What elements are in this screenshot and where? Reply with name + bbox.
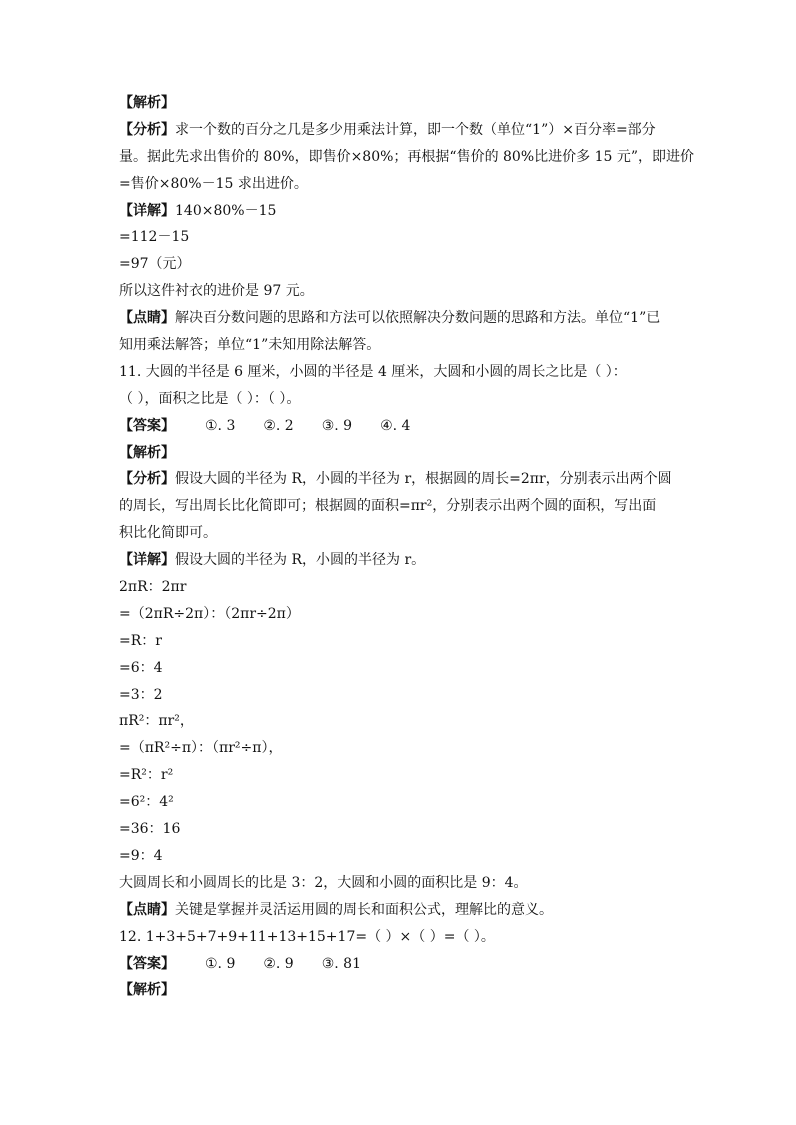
q11-question-line2: （ ），面积之比是（ ）：（ ）。 [119, 390, 301, 407]
q11-answer-line [119, 413, 689, 440]
q10-xiangjie-line2: =112－15 [119, 229, 190, 246]
document-page [119, 90, 695, 1004]
q11-step: πR²：πr²， [119, 713, 194, 730]
q11-answer-tag: 【答案】 [119, 417, 175, 434]
q10-xiangjie-tag: 【详解】 [119, 202, 175, 219]
q11-answer-2: ②. 2 [263, 417, 294, 434]
q11-answer-3: ③. 9 [321, 417, 353, 434]
q10-conclusion: 所以这件衬衣的进价是 97 元。 [119, 283, 314, 300]
q11-step: =6：4 [119, 659, 163, 676]
q12-question-line1: 12. 1+3+5+7+9+11+13+15+17=（ ）×（ ）=（ ）。 [119, 928, 495, 945]
q11-xiangjie-tag: 【详解】 [119, 552, 175, 569]
q11-xiangjie-text1: 假设大圆的半径为 R，小圆的半径为 r。 [175, 552, 426, 569]
q11-question-line1: 11. 大圆的半径是 6 厘米，小圆的半径是 4 厘米，大圆和小圆的周长之比是（ ）： [119, 363, 627, 380]
q11-conclusion: 大圆周长和小圆周长的比是 3：2，大圆和小圆的面积比是 9：4。 [119, 874, 528, 891]
q11-fenxi-line1 [119, 466, 689, 493]
q10-fenxi-tag: 【分析】 [119, 121, 175, 138]
q10-dianjing-text1: 解决百分数问题的思路和方法可以依照解决分数问题的思路和方法。单位“1”已 [175, 310, 661, 327]
q11-dianjing-text1: 关键是掌握并灵活运用圆的周长和面积公式，理解比的意义。 [175, 901, 553, 918]
q10-fenxi-line1 [119, 117, 689, 144]
q11-fenxi-line3: 积比化简即可。 [119, 525, 217, 542]
q12-answer-line [119, 951, 689, 978]
q10-fenxi-line2: 量。据此先求出售价的 80%，即售价×80%；再根据“售价的 80%比进价多 15 元”，即进价 [119, 148, 695, 165]
q11-analysis-heading: 【解析】 [119, 444, 175, 461]
q11-step: =（πR²÷π）：（πr²÷π）， [119, 740, 283, 757]
q10-xiangjie-line1 [119, 198, 689, 225]
q11-step: =R²：r² [119, 767, 174, 784]
q10-dianjing-line2: 知用乘法解答；单位“1”未知用除法解答。 [119, 337, 381, 354]
q11-step: =36：16 [119, 821, 181, 838]
q11-step: =（2πR÷2π）：（2πr÷2π） [119, 605, 300, 622]
q12-answer-2: ②. 9 [263, 955, 294, 972]
q11-step: =R：r [119, 632, 162, 649]
q11-fenxi-tag: 【分析】 [119, 471, 175, 488]
q11-step: 2πR：2πr [119, 579, 187, 596]
q11-fenxi-text1: 假设大圆的半径为 R，小圆的半径为 r，根据圆的周长=2πr，分别表示出两个圆 [175, 471, 672, 488]
q12-analysis-heading: 【解析】 [119, 982, 175, 999]
q11-dianjing-tag: 【点睛】 [119, 901, 175, 918]
q10-fenxi-text1: 求一个数的百分之几是多少用乘法计算，即一个数（单位“1”）×百分率=部分 [175, 121, 656, 138]
q11-step: =6²：4² [119, 794, 174, 811]
q11-fenxi-line2: 的周长，写出周长比化简即可；根据圆的面积=πr²，分别表示出两个圆的面积，写出面 [119, 498, 657, 515]
q10-xiangjie-line3: =97（元） [119, 256, 191, 273]
q10-dianjing-line1 [119, 305, 689, 332]
q11-step: =3：2 [119, 686, 163, 703]
q12-answer-tag: 【答案】 [119, 955, 175, 972]
q12-answer-1: ①. 9 [205, 955, 236, 972]
q10-dianjing-tag: 【点睛】 [119, 310, 175, 327]
q11-step: =9：4 [119, 847, 163, 864]
q11-answer-4: ④. 4 [380, 417, 411, 434]
q11-answer-1: ①. 3 [205, 417, 236, 434]
q10-analysis-heading: 【解析】 [119, 95, 175, 111]
q10-fenxi-line3: =售价×80%－15 求出进价。 [119, 175, 308, 192]
q10-xiangjie-text1: 140×80%－15 [175, 202, 277, 219]
q11-dianjing-line1 [119, 897, 689, 924]
q11-xiangjie-line1 [119, 547, 689, 574]
q12-answer-3: ③. 81 [321, 955, 361, 972]
